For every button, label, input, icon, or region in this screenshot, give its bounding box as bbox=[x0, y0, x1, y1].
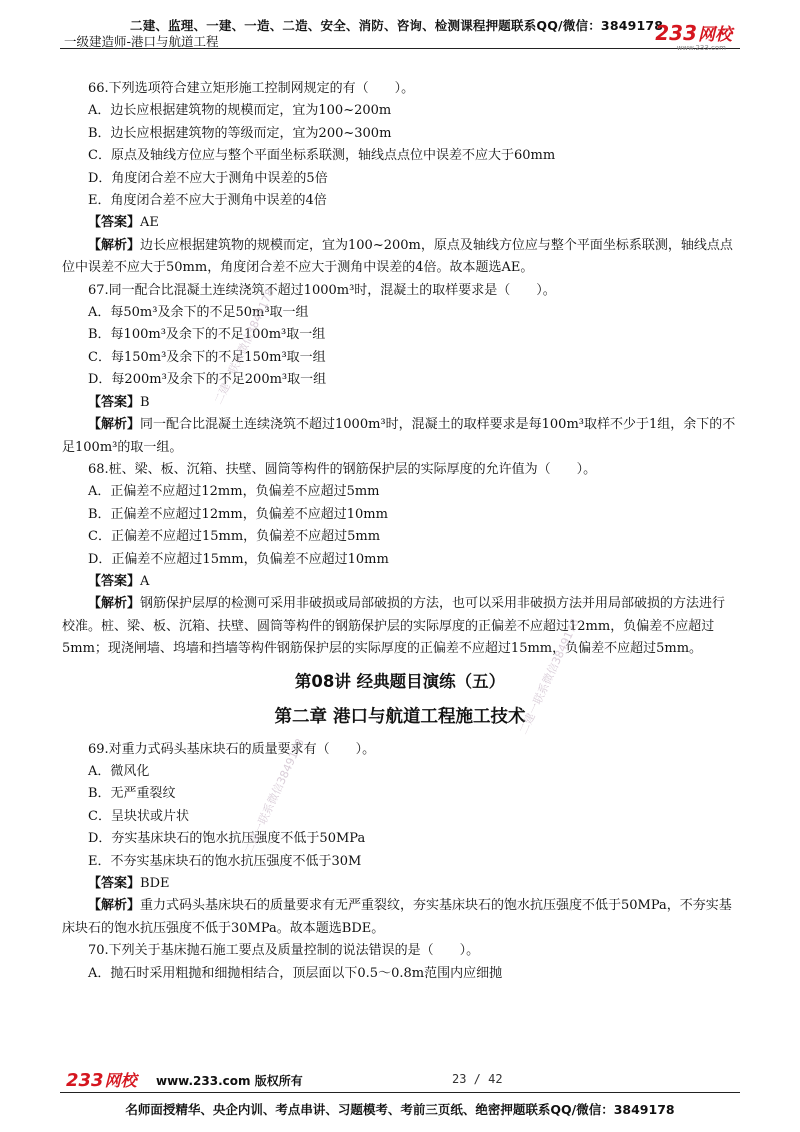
analysis-label: 【解析】 bbox=[88, 237, 141, 253]
analysis-text: 同一配合比混凝土连续浇筑不超过1000m³时，混凝土的取样要求是每100m³取样不少于1组，余下的不足100m³的取一组。 bbox=[62, 417, 736, 455]
question-67-option-d: D．每200m³及余下的不足200m³取一组 bbox=[88, 372, 327, 388]
question-68-stem: 68.桩、梁、板、沉箱、扶壁、圆筒等构件的钢筋保护层的实际厚度的允许值为（ ）。 bbox=[88, 461, 597, 477]
page-footer bbox=[60, 1068, 740, 1093]
question-69-answer bbox=[62, 873, 738, 895]
document-body bbox=[62, 78, 738, 985]
question-66-option-c: C．原点及轴线方位应与整个平面坐标系联测，轴线点点位中误差不应大于60mm bbox=[88, 148, 556, 164]
answer-label: 【答案】 bbox=[88, 394, 141, 410]
question-66-analysis bbox=[62, 235, 738, 280]
question-67-option-c: C．每150m³及余下的不足150m³取一组 bbox=[88, 349, 326, 365]
question-70-option-a: A．抛石时采用粗抛和细抛相结合，顶层面以下0.5～0.8m范围内应细抛 bbox=[88, 965, 503, 981]
answer-value: BDE bbox=[140, 876, 170, 891]
question-66-option-b: B．边长应根据建筑物的等级而定，宜为200~300m bbox=[88, 125, 392, 141]
section-title: 第08讲 经典题目演练（五） bbox=[294, 671, 506, 691]
analysis-label: 【解析】 bbox=[88, 898, 141, 914]
question-69-option-d: D．夯实基床块石的饱水抗压强度不低于50MPa bbox=[88, 831, 366, 847]
logo-number: 233 bbox=[66, 1070, 104, 1091]
question-69-analysis bbox=[62, 895, 738, 940]
question-68-analysis bbox=[62, 593, 738, 660]
question-66-option-a: A．边长应根据建筑物的规模而定，宜为100~200m bbox=[88, 103, 392, 119]
page-header bbox=[60, 14, 740, 52]
question-68-option-d: D．正偏差不应超过15mm，负偏差不应超过10mm bbox=[88, 551, 389, 567]
question-67-answer bbox=[62, 392, 738, 414]
page-number: 23 / 42 bbox=[452, 1072, 503, 1086]
header-course-name: 一级建造师-港口与航道工程 bbox=[64, 34, 219, 49]
question-67-option-b: B．每100m³及余下的不足100m³取一组 bbox=[88, 327, 326, 343]
logo-url: www.233.com bbox=[676, 44, 726, 52]
analysis-text: 钢筋保护层厚的检测可采用非破损或局部破损的方法，也可以采用非破损方法并用局部破损的方法进行校准。桩、梁、板、沉箱、扶壁、圆筒等构件的钢筋保护层的实际厚度的正偏差不应超过12mm，负偏差不应超过5mm；现浇闸墙、坞墙和挡墙等构件钢筋保护层的实际厚度的正偏差不应超过15mm，负偏差不应超过5mm。 bbox=[62, 596, 726, 657]
answer-label: 【答案】 bbox=[88, 573, 141, 589]
logo-text: 网校 bbox=[104, 1071, 137, 1090]
question-69-option-c: C．呈块状或片状 bbox=[88, 808, 189, 824]
question-68-answer bbox=[62, 571, 738, 593]
header-contact-line: 二建、监理、一建、一造、二造、安全、消防、咨询、检测课程押题联系QQ/微信：3849178 bbox=[130, 18, 664, 33]
question-67-stem: 67.同一配合比混凝土连续浇筑不超过1000m³时，混凝土的取样要求是（ ）。 bbox=[88, 282, 556, 298]
footer-contact-line: 名师面授精华、央企内训、考点串讲、习题模考、考前三页纸、绝密押题联系QQ/微信：3849178 bbox=[125, 1102, 675, 1117]
answer-value: B bbox=[140, 394, 150, 410]
answer-value: A bbox=[140, 573, 150, 589]
watermark: 二建一联系微信3849178 bbox=[516, 616, 582, 737]
footer-logo[interactable] bbox=[66, 1068, 137, 1091]
chapter-title: 第二章 港口与航道工程施工技术 bbox=[274, 706, 526, 727]
watermark: 二建一联系微信3849178 bbox=[211, 286, 277, 407]
question-68-option-b: B．正偏差不应超过12mm，负偏差不应超过10mm bbox=[88, 506, 388, 522]
copyright-text: www.233.com 版权所有 bbox=[156, 1074, 303, 1088]
question-67-analysis bbox=[62, 414, 738, 459]
question-68-option-c: C．正偏差不应超过15mm，负偏差不应超过5mm bbox=[88, 529, 381, 545]
site-logo[interactable] bbox=[655, 20, 732, 45]
question-69-option-b: B．无严重裂纹 bbox=[88, 786, 176, 802]
watermark: 二建一联系微信3849178 bbox=[241, 736, 307, 857]
answer-label: 【答案】 bbox=[88, 876, 141, 891]
answer-label: 【答案】 bbox=[88, 215, 141, 231]
analysis-label: 【解析】 bbox=[88, 417, 141, 433]
analysis-text: 边长应根据建筑物的规模而定，宜为100~200m，原点及轴线方位应与整个平面坐标系联测，轴线点点位中误差不应大于50mm，角度闭合差不应大于测角中误差的4倍。故本题选AE。 bbox=[62, 237, 733, 276]
question-69-option-e: E．不夯实基床块石的饱水抗压强度不低于30M bbox=[88, 853, 362, 869]
analysis-text: 重力式码头基床块石的质量要求有无严重裂纹，夯实基床块石的饱水抗压强度不低于50MPa，不夯实基床块石的饱水抗压强度不低于30MPa。故本题选BDE。 bbox=[62, 898, 732, 936]
question-69-stem: 69.对重力式码头基床块石的质量要求有（ ）。 bbox=[88, 741, 376, 757]
answer-value: AE bbox=[140, 215, 159, 231]
logo-text: 网校 bbox=[698, 25, 732, 45]
analysis-label: 【解析】 bbox=[88, 596, 141, 612]
question-66-option-d: D．角度闭合差不应大于测角中误差的5倍 bbox=[88, 170, 328, 186]
question-67-option-a: A．每50m³及余下的不足50m³取一组 bbox=[88, 305, 309, 321]
question-66-stem: 66.下列选项符合建立矩形施工控制网规定的有（ ）。 bbox=[88, 81, 415, 96]
question-66-option-e: E．角度闭合差不应大于测角中误差的4倍 bbox=[88, 193, 327, 209]
question-68-option-a: A．正偏差不应超过12mm，负偏差不应超过5mm bbox=[88, 484, 380, 500]
question-70-stem: 70.下列关于基床抛石施工要点及质量控制的说法错误的是（ ）。 bbox=[88, 943, 480, 959]
question-69-option-a: A．微风化 bbox=[88, 763, 150, 779]
question-66-answer bbox=[62, 212, 738, 234]
logo-number: 233 bbox=[655, 21, 697, 45]
